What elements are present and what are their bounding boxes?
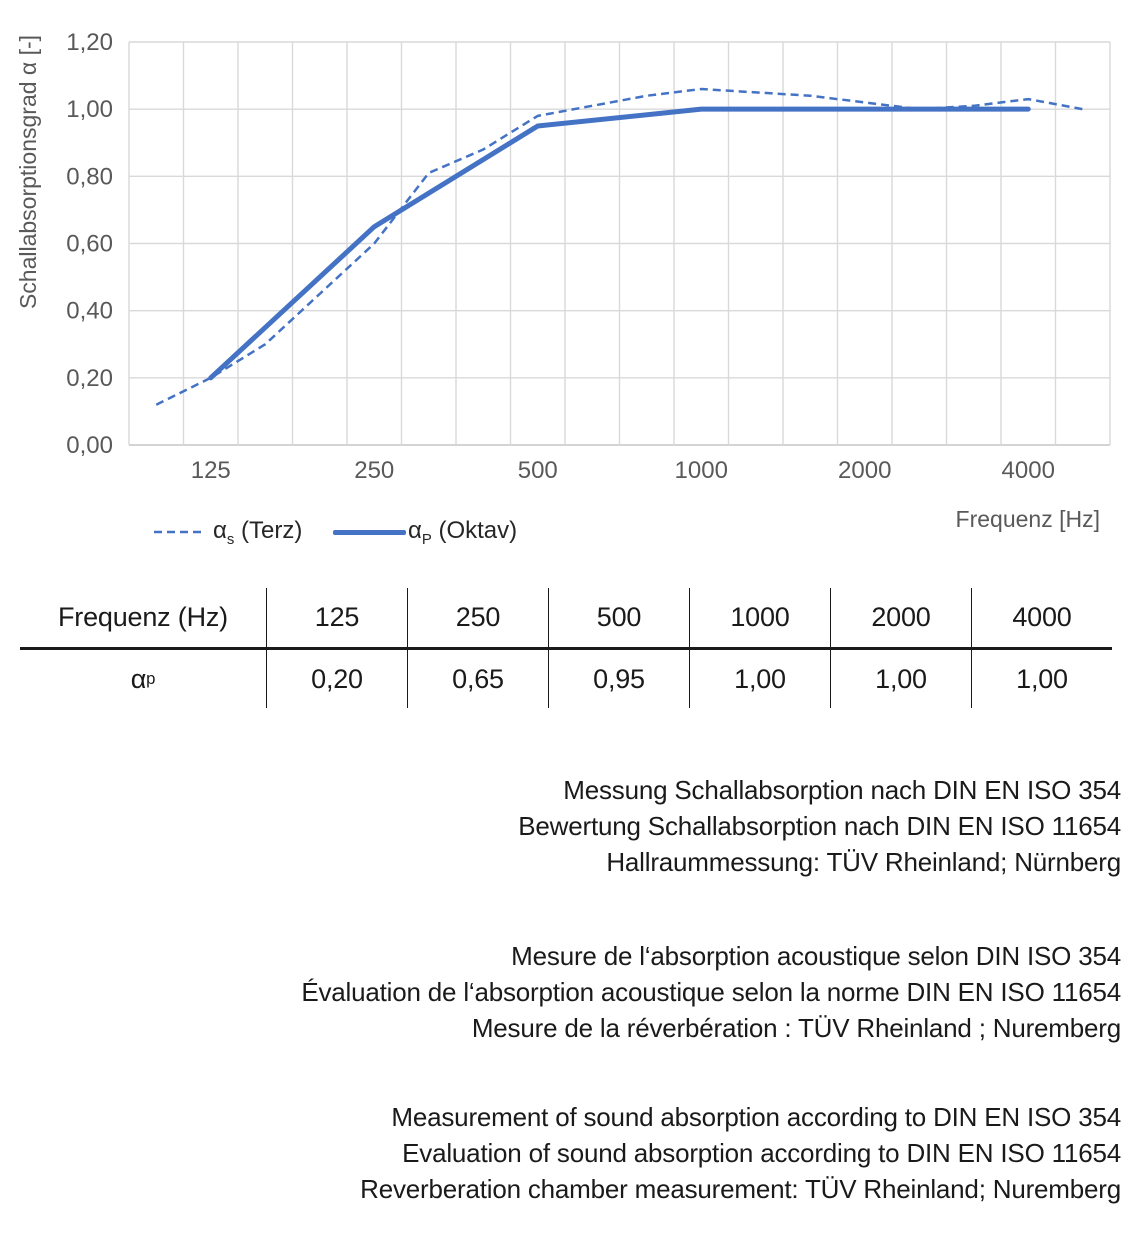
legend-label-alpha-s: $\alpha_s$ (Terz) [213,516,303,548]
table-header-250: 250 [407,588,548,650]
table-header-2000: 2000 [830,588,971,650]
table-header-frequency: Frequenz (Hz) [20,588,266,650]
legend-label-alpha-p: $\alpha_P$ (Oktav) [408,516,518,548]
table-value-2000: 1,00 [830,650,971,708]
legend-item-alpha-s [153,516,302,548]
x-tick-label: 2000 [838,457,892,484]
note-french [0,938,1121,1046]
table-header-1000: 1000 [689,588,830,650]
table-row-label-alpha-p: α p [130,663,156,694]
table-value-500: 0,95 [548,650,689,708]
note-line: Mesure de l‘absorption acoustique selon DIN ISO 354 [511,941,1121,971]
solid-line-sample [333,530,406,535]
table-header-4000: 4000 [971,588,1112,650]
x-tick-label: 125 [190,457,231,484]
x-axis-title: Frequenz [Hz] [955,506,1100,532]
note-line: Bewertung Schallabsorption nach DIN EN ISO 11654 [518,811,1121,841]
note-line: Mesure de la réverbération : TÜV Rheinland ; Nuremberg [471,1013,1121,1043]
table-header-500: 500 [548,588,689,650]
y-tick-label: 0,40 [66,297,113,325]
table-value-125: 0,20 [266,650,407,708]
y-axis-title: Schallabsorptionsgrad α [-] [15,34,41,310]
table-header-125: 125 [266,588,407,650]
y-tick-label: 0,00 [66,432,113,459]
chart-plot-area [0,0,1135,560]
y-tick-label: 0,80 [66,163,113,191]
note-line: Evaluation of sound absorption according to DIN EN ISO 11654 [402,1138,1121,1168]
x-tick-label: 1000 [674,457,728,484]
note-line: Évaluation de l‘absorption acoustique selon la norme DIN EN ISO 11654 [301,977,1121,1007]
x-tick-label: 250 [354,457,395,484]
x-tick-label: 500 [517,457,558,484]
note-german [0,772,1121,880]
table-value-250: 0,65 [407,650,548,708]
table-value-4000: 1,00 [971,650,1112,708]
note-line: Reverberation chamber measurement: TÜV Rheinland; Nuremberg [360,1174,1121,1204]
dashed-line-sample [153,529,207,535]
absorption-chart [0,0,1135,560]
y-tick-label: 1,20 [66,29,113,56]
note-line: Hallraummessung: TÜV Rheinland; Nürnberg [606,847,1121,877]
y-tick-label: 1,00 [66,96,113,124]
y-tick-label: 0,60 [66,230,113,258]
legend-item-alpha-p [333,516,517,548]
x-tick-label: 4000 [1001,457,1055,484]
note-line: Messung Schallabsorption nach DIN EN ISO 354 [563,775,1121,805]
absorption-table [20,588,1112,708]
table-value-1000: 1,00 [689,650,830,708]
y-tick-label: 0,20 [66,364,113,392]
note-english [0,1099,1121,1207]
note-line: Measurement of sound absorption according to DIN EN ISO 354 [391,1102,1121,1132]
